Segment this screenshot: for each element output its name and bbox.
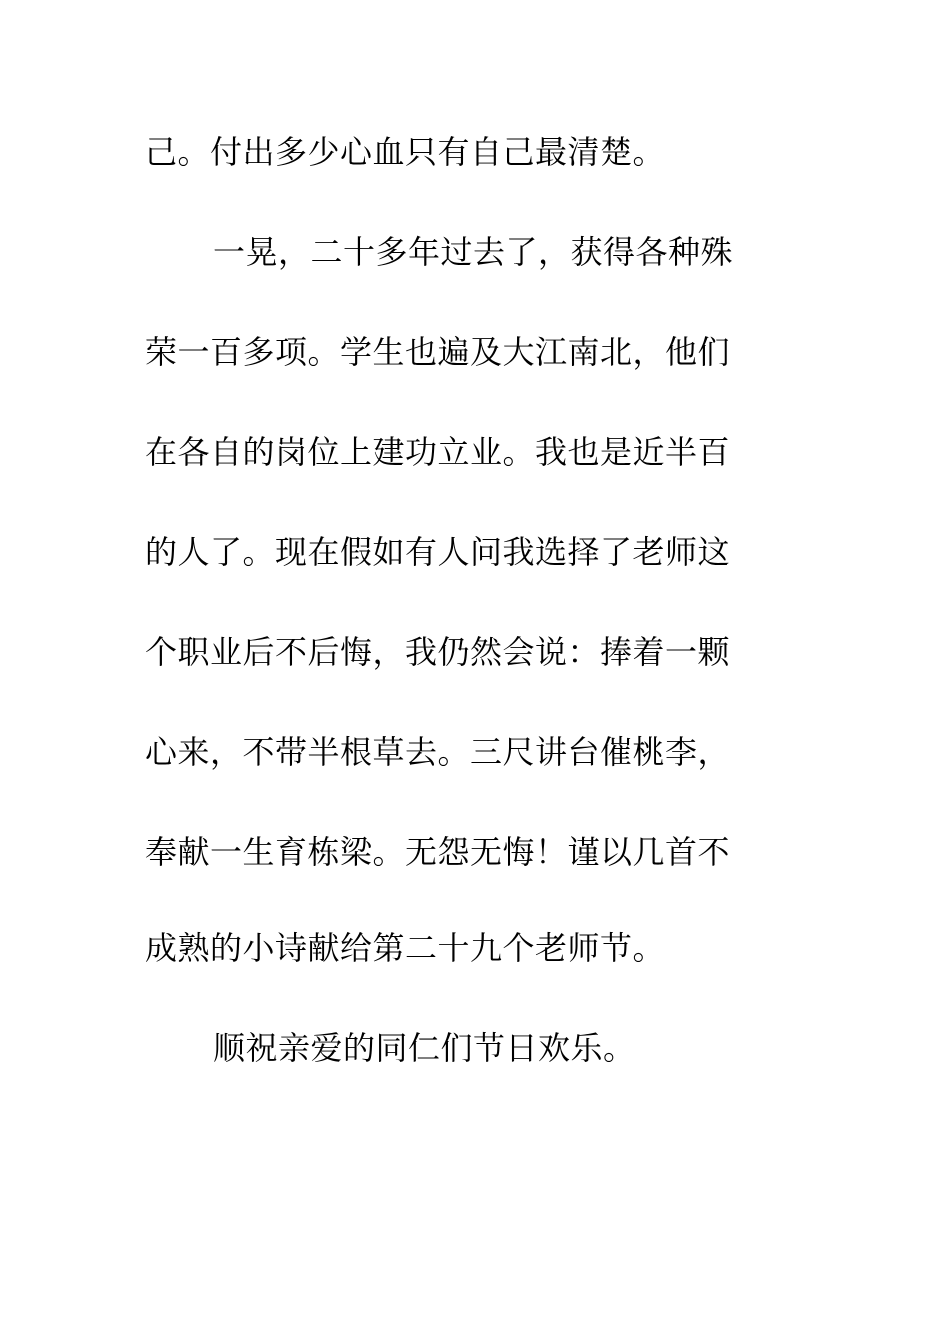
paragraph-start-line: 顺祝亲爱的同仁们节日欢乐。 xyxy=(213,1029,636,1067)
text-line: 在各自的岗位上建功立业。我也是近半百 xyxy=(145,433,731,471)
text-line: 的人了。现在假如有人问我选择了老师这 xyxy=(145,533,731,571)
text-line: 己。付出多少心血只有自己最清楚。 xyxy=(145,133,666,171)
text-line: 荣一百多项。学生也遍及大江南北，他们 xyxy=(145,333,731,371)
paragraph-start-line: 一晃，二十多年过去了，获得各种殊 xyxy=(213,233,734,271)
text-line: 个职业后不后悔，我仍然会说：捧着一颗 xyxy=(145,633,731,671)
text-line: 成熟的小诗献给第二十九个老师节。 xyxy=(145,929,666,967)
text-line: 奉献一生育栋梁。无怨无悔！谨以几首不 xyxy=(145,833,731,871)
text-line: 心来，不带半根草去。三尺讲台催桃李， xyxy=(145,733,731,771)
